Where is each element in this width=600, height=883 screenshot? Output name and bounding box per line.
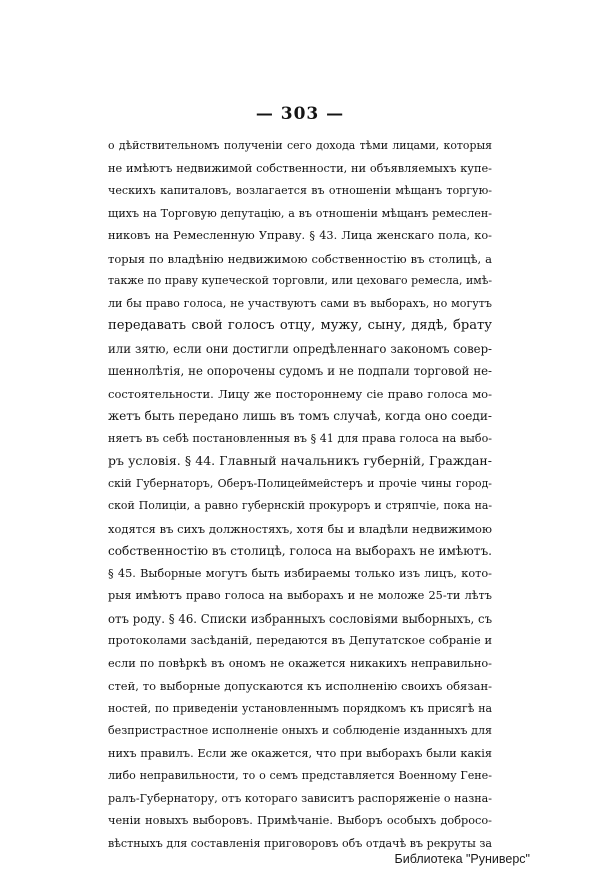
text-line: няетъ въ себѣ постановленныя въ § 41 для права голоса на выбо- [108,431,492,445]
text-line: ской Полиціи, а равно губернскій прокуроръ и стряпчіе, пока на- [108,499,492,512]
text-line: ческихъ капиталовъ, возлагается въ отношеніи мѣщанъ торгую- [108,184,492,197]
text-line: жетъ быть передано лишь въ томъ случаѣ, когда оно соеди- [108,409,492,423]
text-line: вѣстныхъ для составленія приговоровъ объ отдачѣ въ рекруты за [108,836,492,850]
text-line: о дѣйствительномъ полученіи сего дохода тѣми лицами, которыя [108,139,492,152]
text-line: или зятю, если они достигли опредѣленнаго закономъ совер- [108,341,492,356]
text-line: ходятся въ сихъ должностяхъ, хотя бы и владѣли недвижимою [108,521,492,536]
text-line: передавать свой голосъ отцу, мужу, сыну, дядѣ, брату [108,318,492,333]
library-footer: Библиотека "Руниверс" [394,852,530,866]
text-line: ралъ-Губернатору, отъ котораго зависитъ распоряженіе о назна- [108,791,492,805]
text-line: ръ условія. § 44. Главный начальникъ губерній, Граждан- [108,453,492,468]
text-line: либо неправильности, то о семъ представляется Военному Гене- [108,769,492,782]
text-line: шеннолѣтія, не опорочены судомъ и не подпали торговой не- [108,364,492,378]
text-line: ли бы право голоса, не участвуютъ сами въ выборахъ, но могутъ [108,296,492,310]
text-line: если по повѣркѣ въ ономъ не окажется никакихъ неправильно- [108,656,492,670]
page-number: — 303 — [255,104,345,124]
text-line: отъ роду. § 46. Списки избранныхъ сословіями выборныхъ, съ [108,611,492,626]
text-line: также по праву купеческой торговли, или цеховаго ремесла, имѣ- [108,274,492,287]
body-text [108,135,492,855]
text-line: торыя по владѣнію недвижимою собственностію въ столицѣ, а [108,251,492,266]
text-line: состоятельности. Лицу же постороннему сіе право голоса мо- [108,386,492,401]
text-line: безпристрастное исполненіе оныхъ и соблюденіе изданныхъ для [108,724,492,737]
text-line: ностей, по приведеніи установленнымъ порядкомъ къ присягѣ на [108,701,492,715]
text-line: никовъ на Ремесленную Управу. § 43. Лица женскаго пола, ко- [108,229,492,242]
text-line: щихъ на Торговую депутацію, а въ отношеніи мѣщанъ ремеслен- [108,206,492,220]
text-line: рыя имѣютъ право голоса на выборахъ и не моложе 25-ти лѣтъ [108,589,492,602]
text-line: § 45. Выборные могутъ быть избираемы только изъ лицъ, кото- [108,566,492,580]
text-line: ченіи новыхъ выборовъ. Примѣчаніе. Выборъ особыхъ добросо- [108,814,492,827]
text-line: скій Губернаторъ, Оберъ-Полицеймейстеръ и прочіе чины город- [108,476,492,490]
text-line: собственностію въ столицѣ, голоса на выборахъ не имѣютъ. [108,544,492,558]
text-line: протоколами засѣданій, передаются въ Депутатское собраніе и [108,634,492,647]
text-line: не имѣютъ недвижимой собственности, ни объявляемыхъ купе- [108,161,492,175]
text-line: стей, то выборные допускаются къ исполненію своихъ обязан- [108,679,492,693]
text-line: нихъ правилъ. Если же окажется, что при выборахъ были какія [108,746,492,760]
